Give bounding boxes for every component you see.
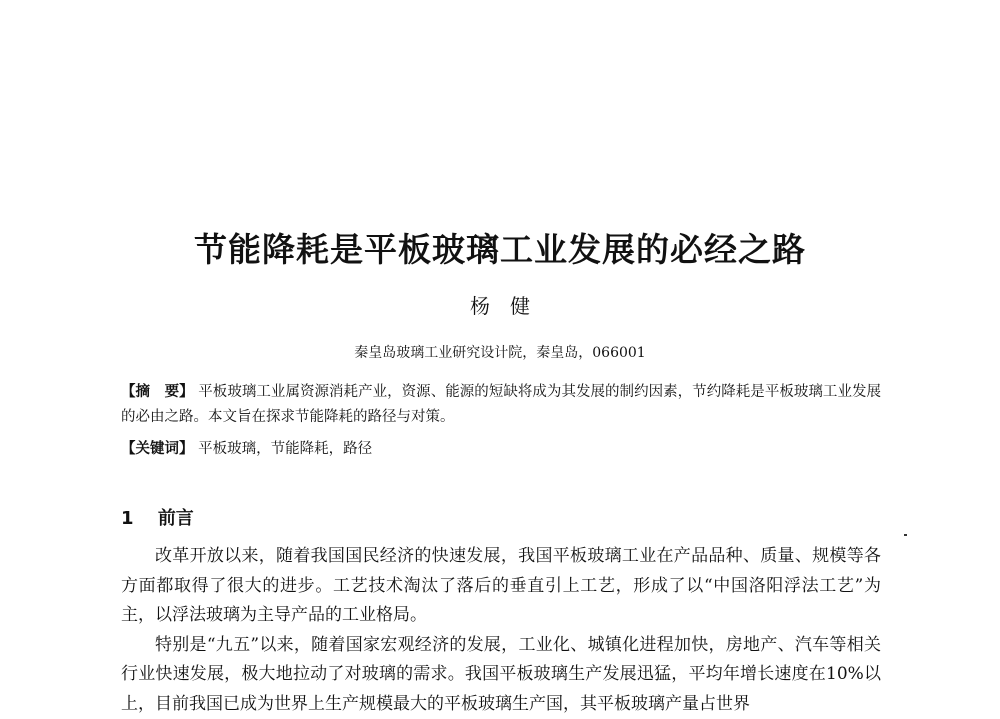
abstract-text: 平板玻璃工业属资源消耗产业，资源、能源的短缺将成为其发展的制约因素，节约降耗是平板玻璃工业发展的必由之路。本文旨在探求节能降耗的路径与对策。 <box>121 384 881 425</box>
section-title: 前言 <box>158 508 194 529</box>
paragraph: 改革开放以来，随着我国国民经济的快速发展，我国平板玻璃工业在产品品种、质量、规模等各方面都取得了很大的进步。工艺技术淘汰了落后的垂直引上工艺，形成了以“中国洛阳浮法工艺”为主，以浮法玻璃为主导产品的工业格局。 <box>121 542 881 631</box>
section-heading <box>121 505 194 533</box>
paragraph: 特别是“九五”以来，随着国家宏观经济的发展，工业化、城镇化进程加快，房地产、汽车等相关行业快速发展，极大地拉动了对玻璃的需求。我国平板玻璃生产发展迅猛，平均年增长速度在10%以上，目前我国已成为世界上生产规模最大的平板玻璃生产国，其平板玻璃产量占世界 <box>121 631 881 719</box>
abstract <box>121 380 881 430</box>
body-text <box>121 542 881 719</box>
section-number: 1 <box>121 508 134 529</box>
keywords-text: 平板玻璃，节能降耗，路径 <box>198 441 372 457</box>
keywords <box>121 437 881 462</box>
author-affiliation: 秦皇岛玻璃工业研究设计院，秦皇岛，066001 <box>0 343 1000 363</box>
scan-speck <box>904 534 907 536</box>
keywords-label: 【关键词】 <box>121 441 194 457</box>
paper-title: 节能降耗是平板玻璃工业发展的必经之路 <box>0 228 1000 272</box>
abstract-label: 【摘 要】 <box>121 384 194 400</box>
author-name: 杨 健 <box>0 292 1000 320</box>
